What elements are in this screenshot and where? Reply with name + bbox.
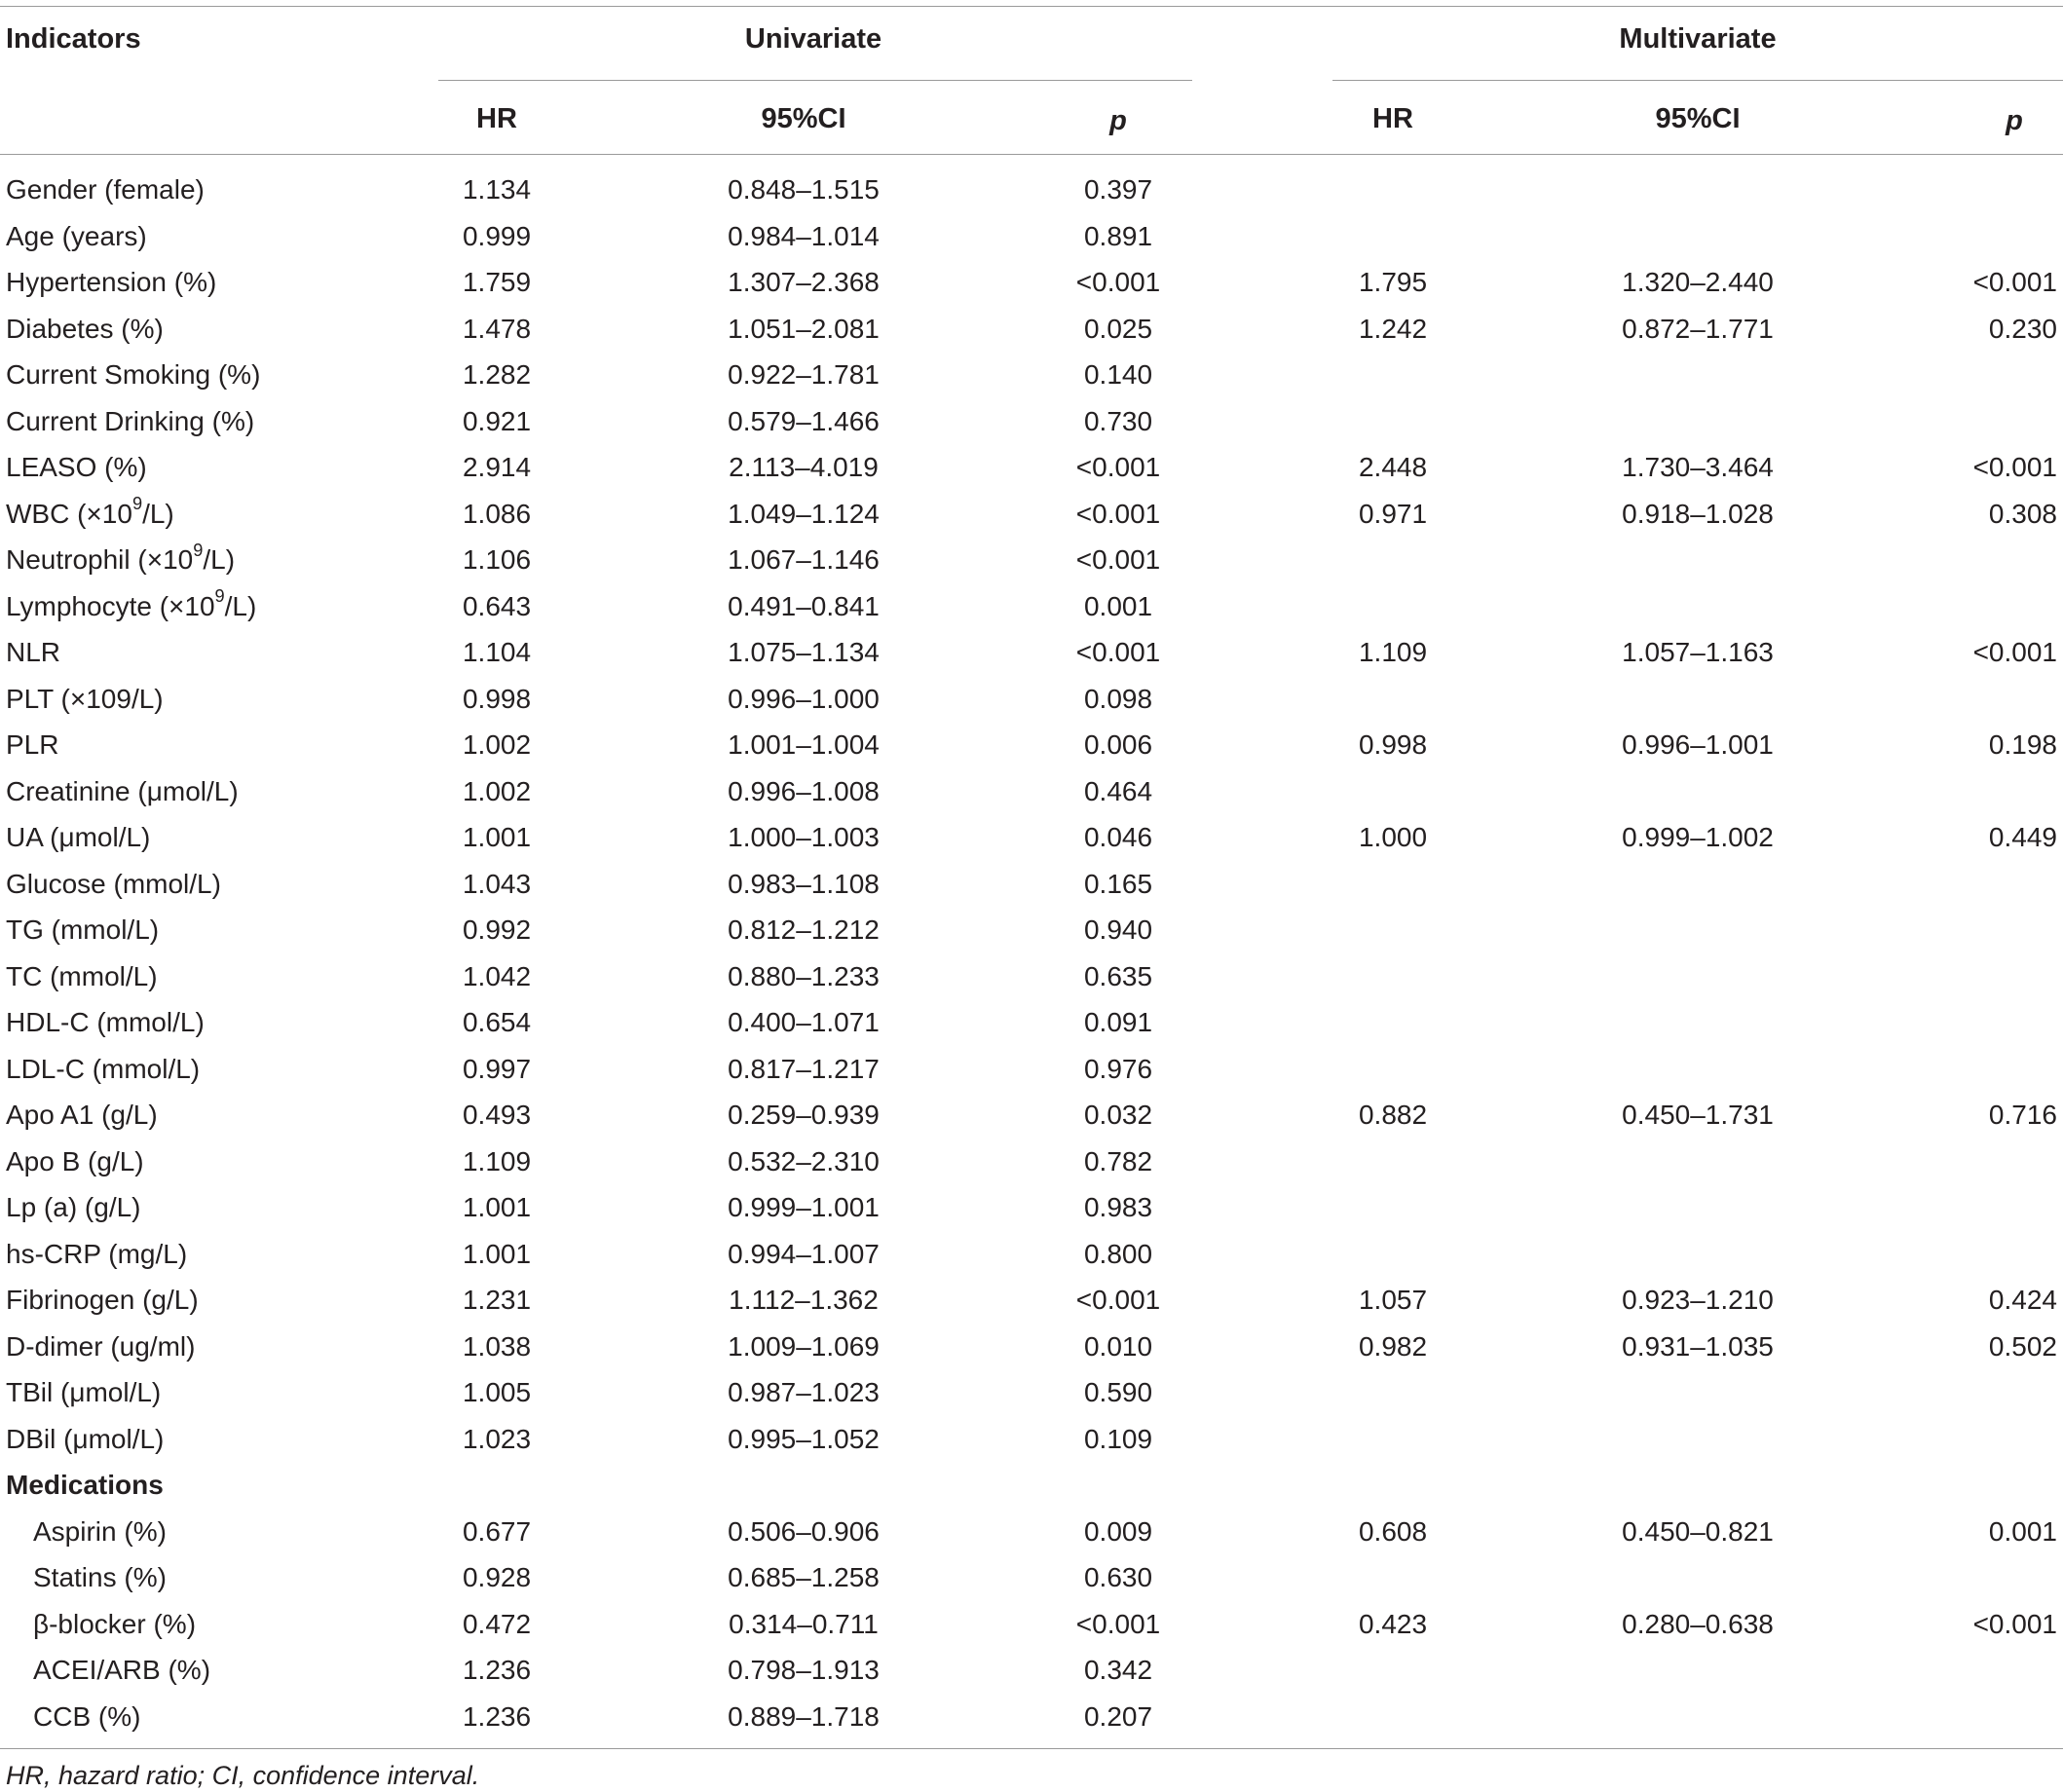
- multivariate-hr-cell: 0.423: [1358, 1608, 1428, 1639]
- table-row: [0, 213, 2063, 259]
- multivariate-p-cell: <0.001: [1972, 1608, 2057, 1639]
- indicator-cell: [6, 1369, 161, 1415]
- univariate-p-cell: 0.397: [1083, 174, 1153, 205]
- multivariate-hr-cell: 1.000: [1358, 822, 1428, 852]
- indicator-cell: [6, 306, 164, 352]
- header-multivariate: Multivariate: [1619, 23, 1777, 55]
- indicator-cell: [33, 1554, 167, 1600]
- univariate-ci-cell: 0.994–1.007: [728, 1238, 880, 1269]
- univariate-hr-cell: 0.998: [462, 683, 532, 714]
- univariate-p-cell: <0.001: [1075, 498, 1161, 529]
- indicator-cell: [6, 1277, 199, 1323]
- table-row: [0, 1277, 2063, 1323]
- univariate-hr-cell: 0.992: [462, 915, 532, 945]
- indicator-superscript: 9: [214, 586, 225, 607]
- multivariate-ci-cell: 0.280–0.638: [1622, 1608, 1774, 1639]
- univariate-ci-cell: 0.848–1.515: [728, 174, 880, 205]
- indicator-text: Lymphocyte (×10: [6, 590, 215, 621]
- indicator-text: UA (μmol/L): [6, 822, 151, 852]
- univariate-p-cell: 0.635: [1083, 960, 1153, 991]
- header-multivariate-hr: HR: [1372, 103, 1413, 134]
- table-row: [0, 907, 2063, 952]
- univariate-hr-cell: 1.231: [462, 1285, 532, 1315]
- indicator-cell: [6, 676, 164, 722]
- multivariate-p-cell: 0.449: [1988, 822, 2057, 852]
- univariate-hr-cell: 1.106: [462, 544, 532, 575]
- indicator-text: Glucose (mmol/L): [6, 868, 221, 899]
- section-row: [0, 1462, 2063, 1508]
- indicator-text: Statins (%): [33, 1562, 167, 1592]
- indicator-cell: [6, 213, 147, 259]
- multivariate-hr-cell: 1.057: [1358, 1285, 1428, 1315]
- header-bottom-rule: [0, 154, 2063, 155]
- univariate-p-cell: 0.025: [1083, 313, 1153, 344]
- multivariate-ci-cell: 0.999–1.002: [1622, 822, 1774, 852]
- indicator-text: Creatinine (μmol/L): [6, 775, 239, 806]
- univariate-ci-cell: 0.983–1.108: [728, 868, 880, 899]
- header-univariate-hr: HR: [476, 103, 517, 134]
- univariate-p-cell: 0.976: [1083, 1053, 1153, 1084]
- univariate-p-cell: 0.006: [1083, 729, 1153, 760]
- indicator-cell: [6, 398, 254, 444]
- table-row: [0, 768, 2063, 814]
- multivariate-p-cell: <0.001: [1972, 452, 2057, 482]
- univariate-ci-cell: 0.400–1.071: [728, 1007, 880, 1037]
- univariate-group-rule: [438, 80, 1192, 81]
- univariate-p-cell: 0.032: [1083, 1100, 1153, 1130]
- univariate-p-cell: 0.730: [1083, 405, 1153, 436]
- univariate-ci-cell: 1.051–2.081: [728, 313, 880, 344]
- indicator-text: WBC (×10: [6, 498, 132, 529]
- univariate-ci-cell: 0.259–0.939: [728, 1100, 880, 1130]
- indicator-text: Medications: [6, 1470, 164, 1500]
- indicator-text: D-dimer (ug/ml): [6, 1330, 196, 1362]
- univariate-p-cell: 0.140: [1083, 359, 1153, 390]
- indicator-cell: [6, 491, 174, 537]
- header-indicators: Indicators: [6, 23, 141, 55]
- table-row: [0, 676, 2063, 722]
- table-row: [0, 814, 2063, 860]
- indicator-cell: [33, 1509, 167, 1554]
- header-univariate-p: p: [1109, 105, 1127, 136]
- multivariate-p-cell: 0.502: [1988, 1330, 2057, 1362]
- multivariate-ci-cell: 0.918–1.028: [1622, 498, 1774, 529]
- indicator-cell: [6, 953, 158, 999]
- indicator-text: Neutrophil (×10: [6, 544, 194, 575]
- indicator-cell: [6, 583, 256, 629]
- indicator-text: Hypertension (%): [6, 267, 217, 297]
- univariate-ci-cell: 1.112–1.362: [729, 1285, 879, 1315]
- indicator-superscript: 9: [193, 540, 204, 560]
- indicator-text: LEASO (%): [6, 452, 147, 482]
- table-row: [0, 259, 2063, 305]
- univariate-hr-cell: 1.109: [462, 1145, 532, 1176]
- univariate-ci-cell: 1.075–1.134: [728, 637, 880, 667]
- univariate-ci-cell: 1.067–1.146: [728, 544, 880, 575]
- table-row: [0, 861, 2063, 907]
- multivariate-ci-cell: 0.931–1.035: [1622, 1330, 1774, 1362]
- indicator-cell: [6, 1139, 144, 1184]
- univariate-p-cell: <0.001: [1075, 1285, 1161, 1315]
- multivariate-ci-cell: 0.450–1.731: [1622, 1100, 1774, 1130]
- univariate-p-cell: 0.091: [1083, 1007, 1153, 1037]
- univariate-p-cell: 0.098: [1083, 683, 1153, 714]
- header-univariate-ci: 95%CI: [761, 103, 846, 134]
- univariate-hr-cell: 1.038: [462, 1330, 532, 1362]
- indicator-cell: [6, 999, 205, 1045]
- univariate-p-cell: 0.165: [1083, 868, 1153, 899]
- multivariate-p-cell: 0.001: [1988, 1515, 2057, 1547]
- univariate-p-cell: 0.630: [1083, 1562, 1153, 1592]
- indicator-text: LDL-C (mmol/L): [6, 1053, 201, 1084]
- univariate-hr-cell: 0.472: [462, 1608, 532, 1639]
- multivariate-hr-cell: 0.998: [1358, 729, 1428, 760]
- indicator-text: NLR: [6, 637, 61, 667]
- multivariate-ci-cell: 1.057–1.163: [1622, 637, 1774, 667]
- indicator-cell: [33, 1647, 210, 1693]
- indicator-text: Gender (female): [6, 174, 205, 205]
- univariate-hr-cell: 1.134: [462, 174, 532, 205]
- multivariate-ci-cell: 0.996–1.001: [1622, 729, 1774, 760]
- univariate-hr-cell: 0.654: [462, 1007, 532, 1037]
- multivariate-p-cell: 0.308: [1988, 498, 2057, 529]
- indicator-text: hs-CRP (mg/L): [6, 1238, 188, 1269]
- univariate-hr-cell: 1.043: [462, 868, 532, 899]
- univariate-ci-cell: 0.532–2.310: [728, 1145, 880, 1176]
- multivariate-ci-cell: 0.872–1.771: [1622, 313, 1774, 344]
- table-row: [0, 1046, 2063, 1092]
- indicator-text: Aspirin (%): [33, 1515, 167, 1547]
- table-footnote: HR, hazard ratio; CI, confidence interval.: [6, 1761, 480, 1790]
- indicator-cell: [6, 861, 221, 907]
- table-row: [0, 306, 2063, 352]
- table-row: [0, 1184, 2063, 1230]
- univariate-ci-cell: 0.922–1.781: [728, 359, 880, 390]
- header-univariate: Univariate: [744, 23, 882, 55]
- univariate-p-cell: <0.001: [1075, 267, 1161, 297]
- univariate-p-cell: 0.940: [1083, 915, 1153, 945]
- indicator-text: β-blocker (%): [33, 1608, 197, 1639]
- univariate-hr-cell: 0.677: [462, 1515, 532, 1547]
- univariate-ci-cell: 1.009–1.069: [728, 1330, 880, 1362]
- univariate-ci-cell: 0.817–1.217: [728, 1053, 880, 1084]
- header-multivariate-ci: 95%CI: [1655, 103, 1741, 134]
- univariate-ci-cell: 0.889–1.718: [728, 1700, 880, 1732]
- indicator-text: TG (mmol/L): [6, 915, 160, 945]
- univariate-hr-cell: 1.478: [462, 313, 532, 344]
- univariate-p-cell: 0.342: [1083, 1655, 1153, 1685]
- multivariate-hr-cell: 2.448: [1358, 452, 1428, 482]
- table-row: [0, 1324, 2063, 1369]
- multivariate-group-rule: [1332, 80, 2063, 81]
- indicator-text: TBil (μmol/L): [6, 1377, 162, 1407]
- univariate-p-cell: 0.010: [1083, 1330, 1153, 1362]
- univariate-p-cell: 0.891: [1083, 220, 1153, 251]
- indicator-text: Apo B (g/L): [6, 1145, 144, 1176]
- table-row: [0, 1509, 2063, 1554]
- multivariate-hr-cell: 1.242: [1358, 313, 1428, 344]
- table-row: [0, 953, 2063, 999]
- univariate-hr-cell: 2.914: [462, 452, 532, 482]
- indicator-text: Age (years): [6, 220, 147, 251]
- univariate-p-cell: <0.001: [1075, 1608, 1161, 1639]
- top-rule: [0, 6, 2063, 7]
- indicator-cell: [6, 259, 216, 305]
- indicator-text: HDL-C (mmol/L): [6, 1007, 205, 1037]
- multivariate-hr-cell: 0.608: [1358, 1515, 1428, 1547]
- univariate-p-cell: 0.464: [1083, 775, 1153, 806]
- indicator-text: TC (mmol/L): [6, 960, 158, 991]
- table-row: [0, 398, 2063, 444]
- indicator-cell: [6, 814, 150, 860]
- univariate-ci-cell: 0.999–1.001: [728, 1192, 880, 1222]
- table-row: [0, 167, 2063, 212]
- multivariate-p-cell: 0.230: [1988, 313, 2057, 344]
- indicator-cell: [6, 907, 159, 952]
- univariate-hr-cell: 0.997: [462, 1053, 532, 1084]
- indicator-text: Current Drinking (%): [6, 405, 255, 436]
- univariate-ci-cell: 0.314–0.711: [729, 1608, 879, 1639]
- univariate-ci-cell: 0.995–1.052: [728, 1423, 880, 1454]
- indicator-text: Fibrinogen (g/L): [6, 1285, 199, 1315]
- univariate-p-cell: <0.001: [1075, 544, 1161, 575]
- univariate-p-cell: 0.046: [1083, 822, 1153, 852]
- univariate-hr-cell: 1.001: [462, 1238, 532, 1269]
- univariate-hr-cell: 1.282: [462, 359, 532, 390]
- indicator-text: ACEI/ARB (%): [33, 1655, 211, 1685]
- indicator-cell: [6, 1416, 164, 1462]
- table-row: [0, 1554, 2063, 1600]
- header-multivariate-p: p: [2006, 105, 2023, 136]
- univariate-p-cell: 0.983: [1083, 1192, 1153, 1222]
- univariate-ci-cell: 0.987–1.023: [728, 1377, 880, 1407]
- indicator-text: Lp (a) (g/L): [6, 1192, 141, 1222]
- univariate-ci-cell: 0.798–1.913: [728, 1655, 880, 1685]
- indicator-cell: [6, 722, 58, 767]
- univariate-hr-cell: 1.042: [462, 960, 532, 991]
- table-row: [0, 583, 2063, 629]
- table-row: [0, 1369, 2063, 1415]
- multivariate-ci-cell: 1.730–3.464: [1622, 452, 1774, 482]
- indicator-text: PLT (×109/L): [6, 683, 164, 714]
- multivariate-hr-cell: 0.971: [1358, 498, 1428, 529]
- indicator-cell: [6, 1324, 195, 1369]
- univariate-ci-cell: 0.996–1.008: [728, 775, 880, 806]
- table-row: [0, 491, 2063, 537]
- univariate-hr-cell: 0.493: [462, 1100, 532, 1130]
- indicator-superscript: 9: [131, 494, 143, 514]
- multivariate-ci-cell: 0.923–1.210: [1622, 1285, 1774, 1315]
- table-bottom-rule: [0, 1748, 2063, 1749]
- univariate-hr-cell: 1.086: [462, 498, 532, 529]
- table-row: [0, 1694, 2063, 1739]
- univariate-p-cell: <0.001: [1075, 637, 1161, 667]
- indicator-suffix: /L): [203, 544, 236, 575]
- table-row: [0, 537, 2063, 582]
- table-row: [0, 444, 2063, 490]
- multivariate-p-cell: 0.716: [1988, 1100, 2057, 1130]
- univariate-hr-cell: 1.023: [462, 1423, 532, 1454]
- univariate-ci-cell: 0.685–1.258: [728, 1562, 880, 1592]
- univariate-hr-cell: 1.002: [462, 775, 532, 806]
- univariate-p-cell: 0.800: [1083, 1238, 1153, 1269]
- univariate-ci-cell: 0.506–0.906: [728, 1515, 880, 1547]
- univariate-hr-cell: 1.236: [462, 1655, 532, 1685]
- indicator-cell: [6, 1092, 158, 1138]
- table-row: [0, 1601, 2063, 1647]
- indicator-text: Current Smoking (%): [6, 359, 261, 390]
- table-row: [0, 1139, 2063, 1184]
- univariate-ci-cell: 0.579–1.466: [728, 405, 880, 436]
- multivariate-ci-cell: 1.320–2.440: [1622, 267, 1774, 297]
- univariate-hr-cell: 1.759: [462, 267, 532, 297]
- indicator-cell: [6, 1231, 187, 1277]
- table-row: [0, 999, 2063, 1045]
- indicator-cell: [6, 537, 235, 582]
- table-row: [0, 352, 2063, 397]
- indicator-cell: [6, 444, 147, 490]
- univariate-p-cell: 0.009: [1083, 1515, 1153, 1547]
- indicator-cell: [6, 167, 205, 212]
- univariate-p-cell: 0.109: [1083, 1423, 1153, 1454]
- indicator-cell: [33, 1694, 140, 1739]
- univariate-ci-cell: 0.996–1.000: [728, 683, 880, 714]
- univariate-p-cell: 0.001: [1083, 590, 1153, 621]
- section-label: [6, 1462, 164, 1508]
- univariate-hr-cell: 0.999: [462, 220, 532, 251]
- indicator-cell: [33, 1601, 196, 1647]
- univariate-ci-cell: 0.880–1.233: [728, 960, 880, 991]
- univariate-hr-cell: 1.104: [462, 637, 532, 667]
- univariate-ci-cell: 1.307–2.368: [728, 267, 880, 297]
- univariate-ci-cell: 0.491–0.841: [728, 590, 880, 621]
- indicator-cell: [6, 352, 260, 397]
- table-row: [0, 629, 2063, 675]
- univariate-hr-cell: 0.921: [462, 405, 532, 436]
- multivariate-p-cell: <0.001: [1972, 267, 2057, 297]
- table-row: [0, 722, 2063, 767]
- table-row: [0, 1231, 2063, 1277]
- indicator-text: PLR: [6, 729, 59, 760]
- indicator-suffix: /L): [142, 498, 174, 529]
- indicator-cell: [6, 1184, 141, 1230]
- univariate-p-cell: 0.782: [1083, 1145, 1153, 1176]
- indicator-suffix: /L): [224, 590, 257, 621]
- multivariate-p-cell: 0.424: [1988, 1285, 2057, 1315]
- univariate-hr-cell: 1.005: [462, 1377, 532, 1407]
- univariate-hr-cell: 0.643: [462, 590, 532, 621]
- univariate-ci-cell: 1.001–1.004: [728, 729, 880, 760]
- indicator-cell: [6, 768, 239, 814]
- indicator-cell: [6, 1046, 200, 1092]
- univariate-ci-cell: 0.984–1.014: [728, 220, 880, 251]
- multivariate-ci-cell: 0.450–0.821: [1622, 1515, 1774, 1547]
- indicator-text: CCB (%): [33, 1700, 141, 1732]
- multivariate-hr-cell: 1.109: [1358, 637, 1428, 667]
- table-row: [0, 1647, 2063, 1693]
- multivariate-p-cell: <0.001: [1972, 637, 2057, 667]
- multivariate-p-cell: 0.198: [1988, 729, 2057, 760]
- univariate-ci-cell: 0.812–1.212: [728, 915, 880, 945]
- univariate-hr-cell: 1.002: [462, 729, 532, 760]
- univariate-hr-cell: 0.928: [462, 1562, 532, 1592]
- indicator-text: Apo A1 (g/L): [6, 1100, 158, 1130]
- indicator-cell: [6, 629, 60, 675]
- table-row: [0, 1092, 2063, 1138]
- indicator-text: Diabetes (%): [6, 313, 164, 344]
- univariate-hr-cell: 1.001: [462, 822, 532, 852]
- univariate-p-cell: 0.207: [1083, 1700, 1153, 1732]
- multivariate-hr-cell: 1.795: [1358, 267, 1428, 297]
- univariate-ci-cell: 1.000–1.003: [728, 822, 880, 852]
- univariate-p-cell: 0.590: [1083, 1377, 1153, 1407]
- univariate-hr-cell: 1.001: [462, 1192, 532, 1222]
- multivariate-hr-cell: 0.882: [1358, 1100, 1428, 1130]
- multivariate-hr-cell: 0.982: [1358, 1330, 1428, 1362]
- univariate-p-cell: <0.001: [1075, 452, 1161, 482]
- univariate-ci-cell: 2.113–4.019: [729, 452, 879, 482]
- table-row: [0, 1416, 2063, 1462]
- univariate-hr-cell: 1.236: [462, 1700, 532, 1732]
- indicator-text: DBil (μmol/L): [6, 1423, 165, 1454]
- univariate-ci-cell: 1.049–1.124: [728, 498, 880, 529]
